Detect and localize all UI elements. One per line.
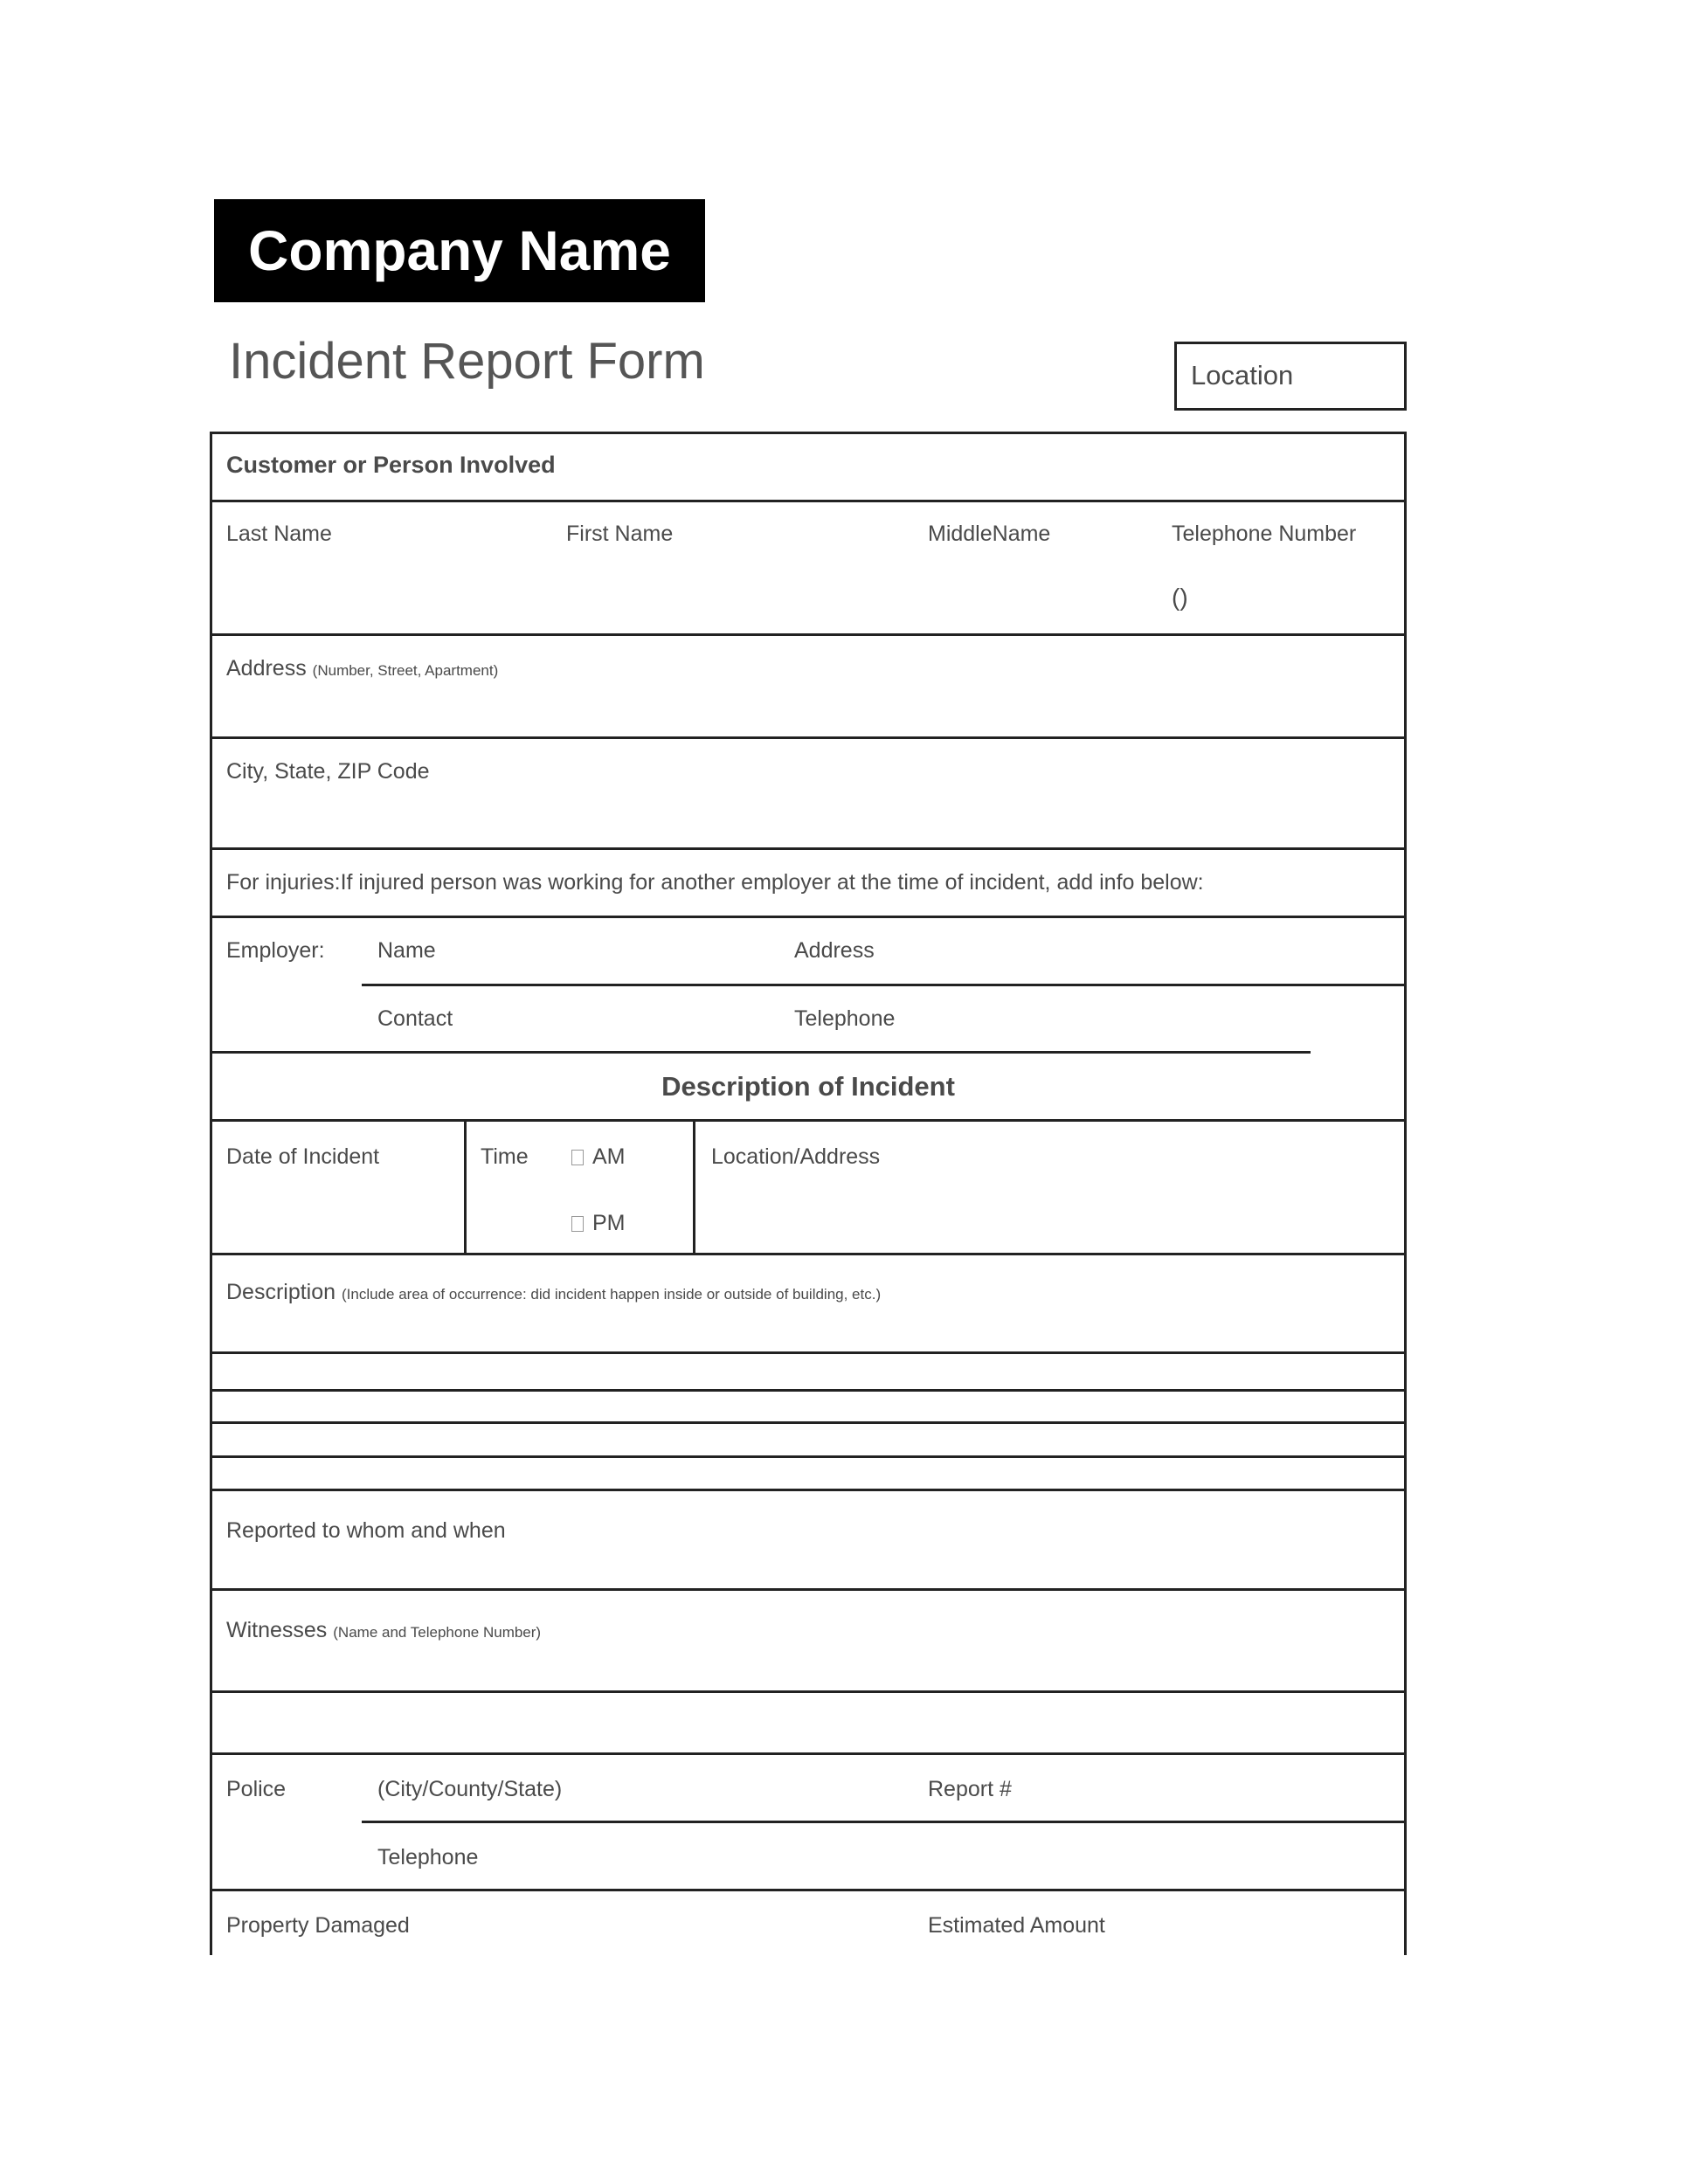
company-name: Company Name: [214, 199, 705, 302]
rule: [210, 1489, 1407, 1491]
rule: [210, 916, 1407, 918]
rule: [210, 1588, 1407, 1591]
description-label: [226, 1282, 881, 1303]
employer-label: Employer:: [226, 938, 325, 963]
am-checkbox[interactable]: [571, 1150, 584, 1165]
section-heading-person: Customer or Person Involved: [226, 452, 556, 478]
employer-contact-label: Contact: [377, 1006, 453, 1031]
last-name-label: Last Name: [226, 522, 332, 546]
pm-checkbox[interactable]: [571, 1216, 584, 1232]
rule: [210, 1889, 1407, 1891]
rule: [210, 736, 1407, 739]
am-option[interactable]: [571, 1146, 626, 1168]
rule: [210, 1119, 1407, 1122]
middle-name-label: MiddleName: [928, 522, 1051, 546]
rule: [210, 500, 1407, 502]
employer-address-label: Address: [794, 938, 875, 963]
pm-label: PM: [592, 1211, 626, 1235]
injuries-note: For injuries:If injured person was working for another employer at the time of incident, add info below:: [226, 870, 1204, 895]
address-hint: (Number, Street, Apartment): [312, 662, 499, 679]
rule: [210, 432, 1407, 434]
date-of-incident-label: Date of Incident: [226, 1144, 380, 1169]
city-state-zip-label: City, State, ZIP Code: [226, 759, 430, 784]
rule: [210, 1690, 1407, 1693]
pm-option[interactable]: [571, 1213, 626, 1234]
description-hint: (Include area of occurrence: did incident happen inside or outside of building, etc.): [342, 1286, 882, 1303]
address-label-text: Address: [226, 656, 307, 681]
witnesses-label-text: Witnesses: [226, 1618, 328, 1642]
description-label-text: Description: [226, 1280, 336, 1304]
rule: [362, 1821, 1407, 1823]
witnesses-label: [226, 1620, 541, 1641]
police-telephone-label: Telephone: [377, 1845, 479, 1870]
police-label: Police: [226, 1777, 287, 1801]
police-jurisdiction-label: (City/County/State): [377, 1777, 563, 1801]
employer-telephone-label: Telephone: [794, 1006, 896, 1031]
rule: [362, 984, 1407, 986]
police-report-number-label: Report #: [928, 1777, 1012, 1801]
reported-label: Reported to whom and when: [226, 1518, 506, 1543]
cell-divider: [464, 1119, 467, 1254]
rule: [210, 847, 1407, 850]
section-heading-incident: Description of Incident: [661, 1071, 955, 1102]
telephone-label: Telephone Number: [1172, 522, 1357, 546]
rule: [210, 1253, 1407, 1255]
estimated-amount-label: Estimated Amount: [928, 1913, 1105, 1938]
telephone-parens: (): [1172, 584, 1188, 611]
form-title: Incident Report Form: [229, 333, 705, 390]
cell-divider: [693, 1119, 695, 1254]
rule: [210, 1752, 1407, 1755]
property-damaged-label: Property Damaged: [226, 1913, 410, 1938]
rule: [210, 1389, 1407, 1392]
time-label: Time: [481, 1144, 529, 1169]
location-field[interactable]: Location: [1174, 342, 1407, 411]
rule: [210, 633, 1407, 636]
rule: [210, 1455, 1407, 1458]
form-right-border: [1404, 432, 1407, 1955]
witnesses-hint: (Name and Telephone Number): [333, 1624, 542, 1641]
form-left-border: [210, 432, 212, 1955]
rule: [210, 1421, 1407, 1424]
rule: [210, 1351, 1407, 1354]
rule: [210, 1051, 1311, 1054]
employer-name-label: Name: [377, 938, 436, 963]
first-name-label: First Name: [566, 522, 674, 546]
address-label: [226, 658, 498, 680]
location-address-label: Location/Address: [711, 1144, 881, 1169]
am-label: AM: [592, 1144, 626, 1169]
